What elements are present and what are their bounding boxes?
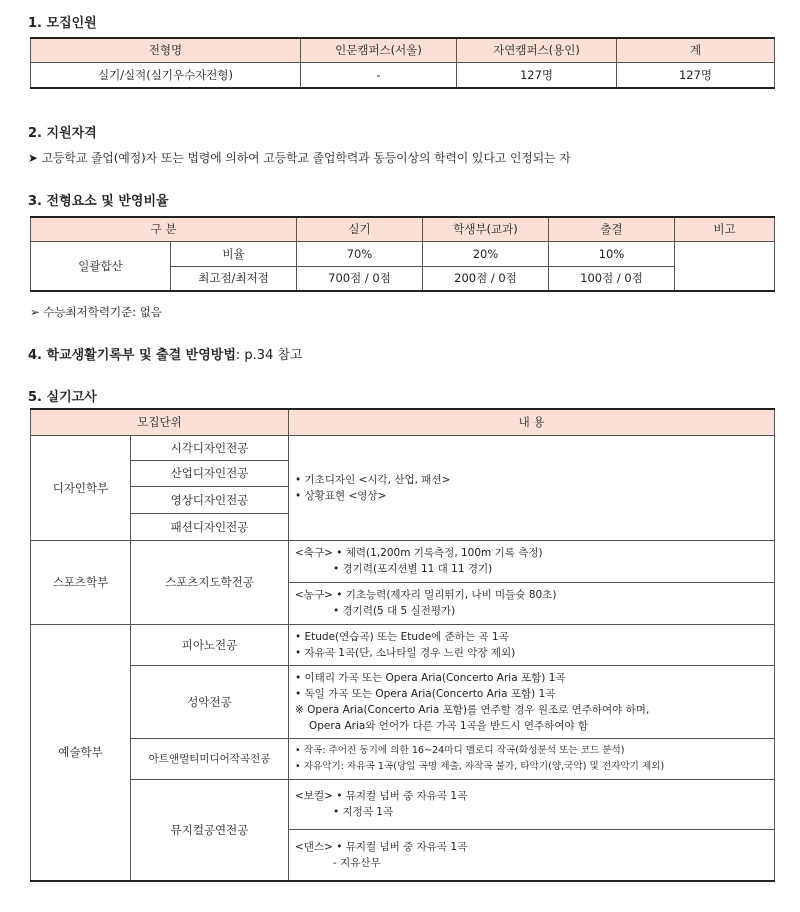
musical-dance xyxy=(289,829,775,881)
design-line-2: • 상황표현 <영상> xyxy=(295,489,387,502)
ratio-practical: 70% xyxy=(297,241,423,266)
major-musical: 뮤지컬공연전공 xyxy=(131,779,289,881)
section-2-title: 2. 지원자격 xyxy=(28,126,97,141)
vocal-line-3: ※ Opera Aria(Concerto Aria 포함)를 연주할 경우 원조로 연주하여야 하며, xyxy=(295,703,650,716)
musical-vocal xyxy=(289,779,775,829)
major-sports: 스포츠지도학전공 xyxy=(131,540,289,624)
vocal-line-4: Opera Aria와 언어가 다른 가곡 1곡을 반드시 연주하여야 함 xyxy=(309,719,589,732)
recruitment-table xyxy=(30,37,775,89)
sports-soccer xyxy=(289,540,775,582)
th-remarks: 비고 xyxy=(675,217,775,241)
section-4-title: 4. 학교생활기록부 및 출결 반영방법: p.34 참고 xyxy=(28,348,303,363)
major-artmulti: 아트앤멀티미디어작곡전공 xyxy=(131,738,289,779)
basketball-line-2: • 경기력(5 대 5 실전평가) xyxy=(333,605,456,617)
cell-total: 127명 xyxy=(617,62,775,88)
design-content xyxy=(289,435,775,540)
artmulti-line-1: • 작곡: 주어진 동기에 의한 16~24마디 멜로디 작곡(화성분석 또는 코드 분석) xyxy=(295,744,625,756)
musical-dance-line-1: <댄스> • 뮤지컬 넘버 중 자유곡 1곡 xyxy=(295,840,468,853)
design-line-1: • 기초디자인 <시각, 산업, 패션> xyxy=(295,473,451,486)
vocal-line-1: • 이태리 가곡 또는 Opera Aria(Concerto Aria 포함) 1곡 xyxy=(295,671,566,684)
practical-exam-table xyxy=(30,408,775,882)
section-1-title: 1. 모집인원 xyxy=(28,16,97,31)
piano-line-1: • Etude(연습곡) 또는 Etude에 준하는 곡 1곡 xyxy=(295,630,509,643)
th-content: 내 용 xyxy=(289,409,775,435)
ratio-table xyxy=(30,216,775,292)
musical-dance-line-2: - 지유산무 xyxy=(333,856,381,869)
th-type: 전형명 xyxy=(31,38,301,62)
score-record: 200점 / 0점 xyxy=(423,266,549,291)
th-seoul: 인문캠퍼스(서울) xyxy=(301,38,457,62)
major-industrial: 산업디자인전공 xyxy=(131,460,289,486)
soccer-line-2: • 경기력(포지션별 11 대 11 경기) xyxy=(333,563,493,575)
major-visual: 시각디자인전공 xyxy=(131,435,289,460)
th-category: 구 분 xyxy=(31,217,297,241)
th-practical: 실기 xyxy=(297,217,423,241)
ratio-attendance: 10% xyxy=(549,241,675,266)
score-practical: 700점 / 0점 xyxy=(297,266,423,291)
th-attendance: 출결 xyxy=(549,217,675,241)
remarks-cell xyxy=(675,241,775,291)
th-total: 계 xyxy=(617,38,775,62)
score-attendance: 100점 / 0점 xyxy=(549,266,675,291)
th-yongin: 자연캠퍼스(용인) xyxy=(457,38,617,62)
sports-basketball xyxy=(289,582,775,624)
th-record: 학생부(교과) xyxy=(423,217,549,241)
vocal-line-2: • 독일 가곡 또는 Opera Aria(Concerto Aria 포함) 1곡 xyxy=(295,687,556,700)
musical-vocal-line-1: <보컬> • 뮤지컬 넘버 중 자유곡 1곡 xyxy=(295,790,468,802)
major-fashion: 패션디자인전공 xyxy=(131,513,289,540)
cell-type: 실기/실적(실기우수자전형) xyxy=(31,62,301,88)
csat-note: ➢ 수능최저학력기준: 없음 xyxy=(30,305,162,319)
piano-content xyxy=(289,624,775,665)
section-5-title: 5. 실기고사 xyxy=(28,390,97,405)
group-label: 일괄합산 xyxy=(31,241,171,291)
piano-line-2: • 자유곡 1곡(단, 소나타일 경우 느린 악장 제외) xyxy=(295,646,516,659)
vocal-content xyxy=(289,665,775,738)
th-unit: 모집단위 xyxy=(31,409,289,435)
ratio-record: 20% xyxy=(423,241,549,266)
section-3-title: 3. 전형요소 및 반영비율 xyxy=(28,194,169,209)
section-4-suffix: : p.34 참고 xyxy=(235,348,303,363)
cell-yongin: 127명 xyxy=(457,62,617,88)
eligibility-text: ➤ 고등학교 졸업(예정)자 또는 법령에 의하여 고등학교 졸업학력과 동등이상의 학력이 있다고 인정되는 자 xyxy=(28,151,571,165)
row-label-ratio: 비율 xyxy=(171,241,297,266)
major-video: 영상디자인전공 xyxy=(131,486,289,513)
major-vocal: 성악전공 xyxy=(131,665,289,738)
dept-arts: 예술학부 xyxy=(31,624,131,881)
basketball-line-1: <농구> • 기초능력(제자리 멀리뛰기, 나비 미들슛 80초) xyxy=(295,589,557,601)
soccer-line-1: <축구> • 체력(1,200m 기록측정, 100m 기록 측정) xyxy=(295,547,543,559)
dept-sports: 스포츠학부 xyxy=(31,540,131,624)
major-piano: 피아노전공 xyxy=(131,624,289,665)
artmulti-content xyxy=(289,738,775,779)
artmulti-line-2: • 자유악기: 자유곡 1곡(당일 곡명 제출, 자작곡 불가, 타악기(양,국악) 및 전자악기 제외) xyxy=(295,760,665,772)
row-label-score: 최고점/최저점 xyxy=(171,266,297,291)
musical-vocal-line-2: • 지정곡 1곡 xyxy=(333,806,394,818)
cell-seoul: - xyxy=(301,62,457,88)
dept-design: 디자인학부 xyxy=(31,435,131,540)
